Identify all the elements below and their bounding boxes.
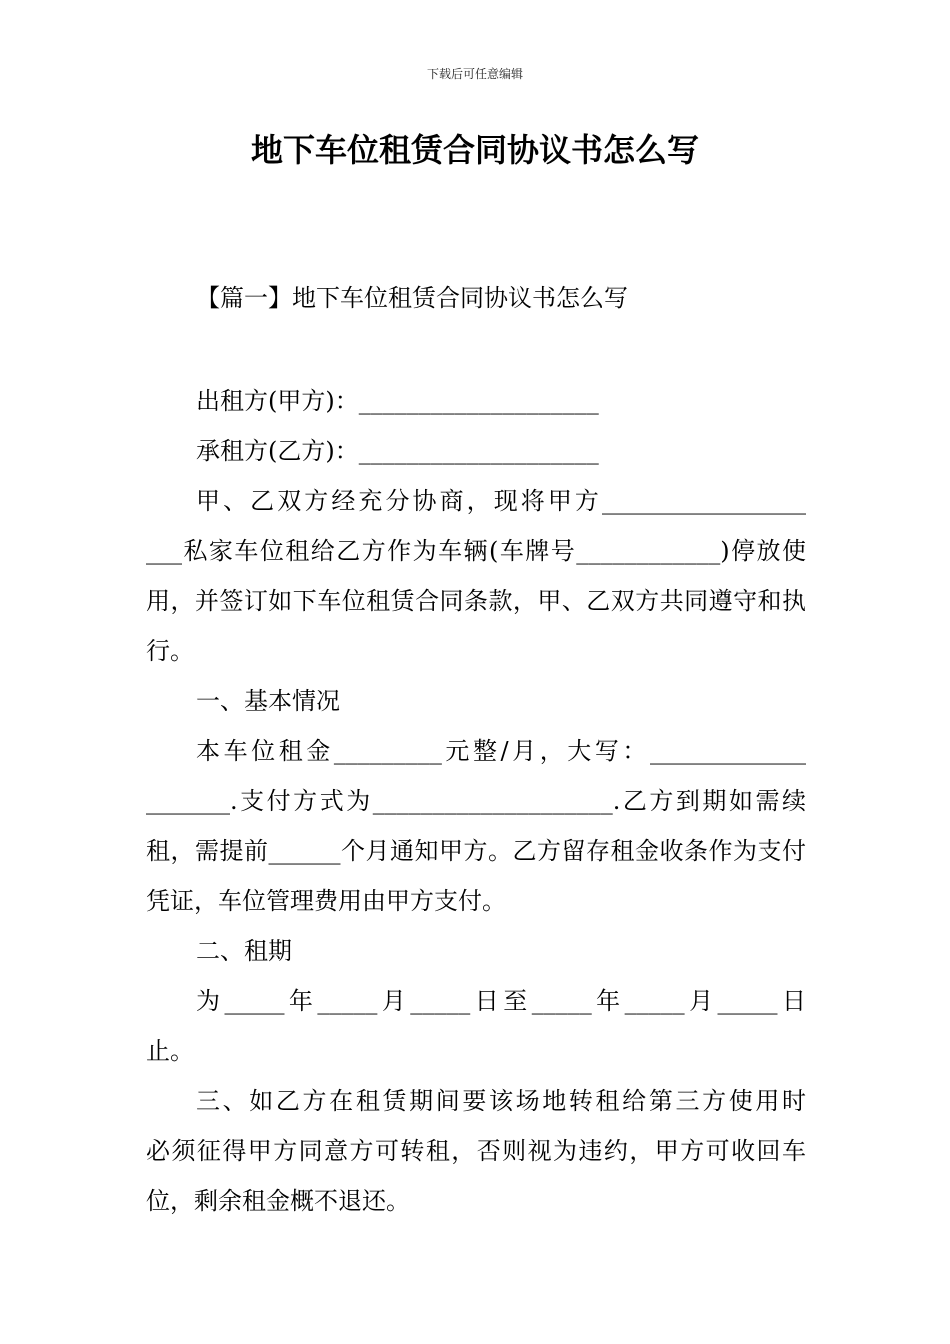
- term-heading: 二、租期: [196, 937, 292, 965]
- rent-paragraph-rest: _______.支付方式为____________________.乙方到期如需续租，需提前______个月通知甲方。乙方留存租金收条作为支付凭证，车位管理费用由甲方支付。: [146, 787, 806, 915]
- header-note: 下载后可任意编辑: [426, 67, 523, 81]
- intro-paragraph-line1: 甲、乙双方经充分协商，现将甲方_________________: [196, 487, 806, 515]
- sublet-paragraph-rest: 必须征得甲方同意方可转租，否则视为违约，甲方可收回车位，剩余租金概不退还。: [146, 1137, 806, 1215]
- term-paragraph-line1: 为_____年_____月_____日至_____年_____月_____日: [196, 987, 806, 1015]
- sublet-paragraph-line1: 三、如乙方在租赁期间要该场地转租给第三方使用时: [196, 1087, 806, 1115]
- contract-body: [146, 376, 806, 1226]
- basic-info-heading: 一、基本情况: [196, 687, 340, 715]
- lessee-line: 承租方(乙方)：____________________: [196, 437, 599, 465]
- document-title: 地下车位租赁合同协议书怎么写: [250, 131, 699, 169]
- lessor-line: 出租方(甲方)：____________________: [196, 387, 599, 415]
- intro-paragraph-rest: ___私家车位租给乙方作为车辆(车牌号____________)停放使用，并签订如下车位租赁合同条款，甲、乙双方共同遵守和执行。: [146, 537, 806, 665]
- rent-paragraph-line1: 本车位租金_________元整/月，大写：_____________: [196, 737, 806, 765]
- term-paragraph-end: 止。: [146, 1037, 194, 1065]
- section-heading: 【篇一】地下车位租赁合同协议书怎么写: [196, 284, 628, 312]
